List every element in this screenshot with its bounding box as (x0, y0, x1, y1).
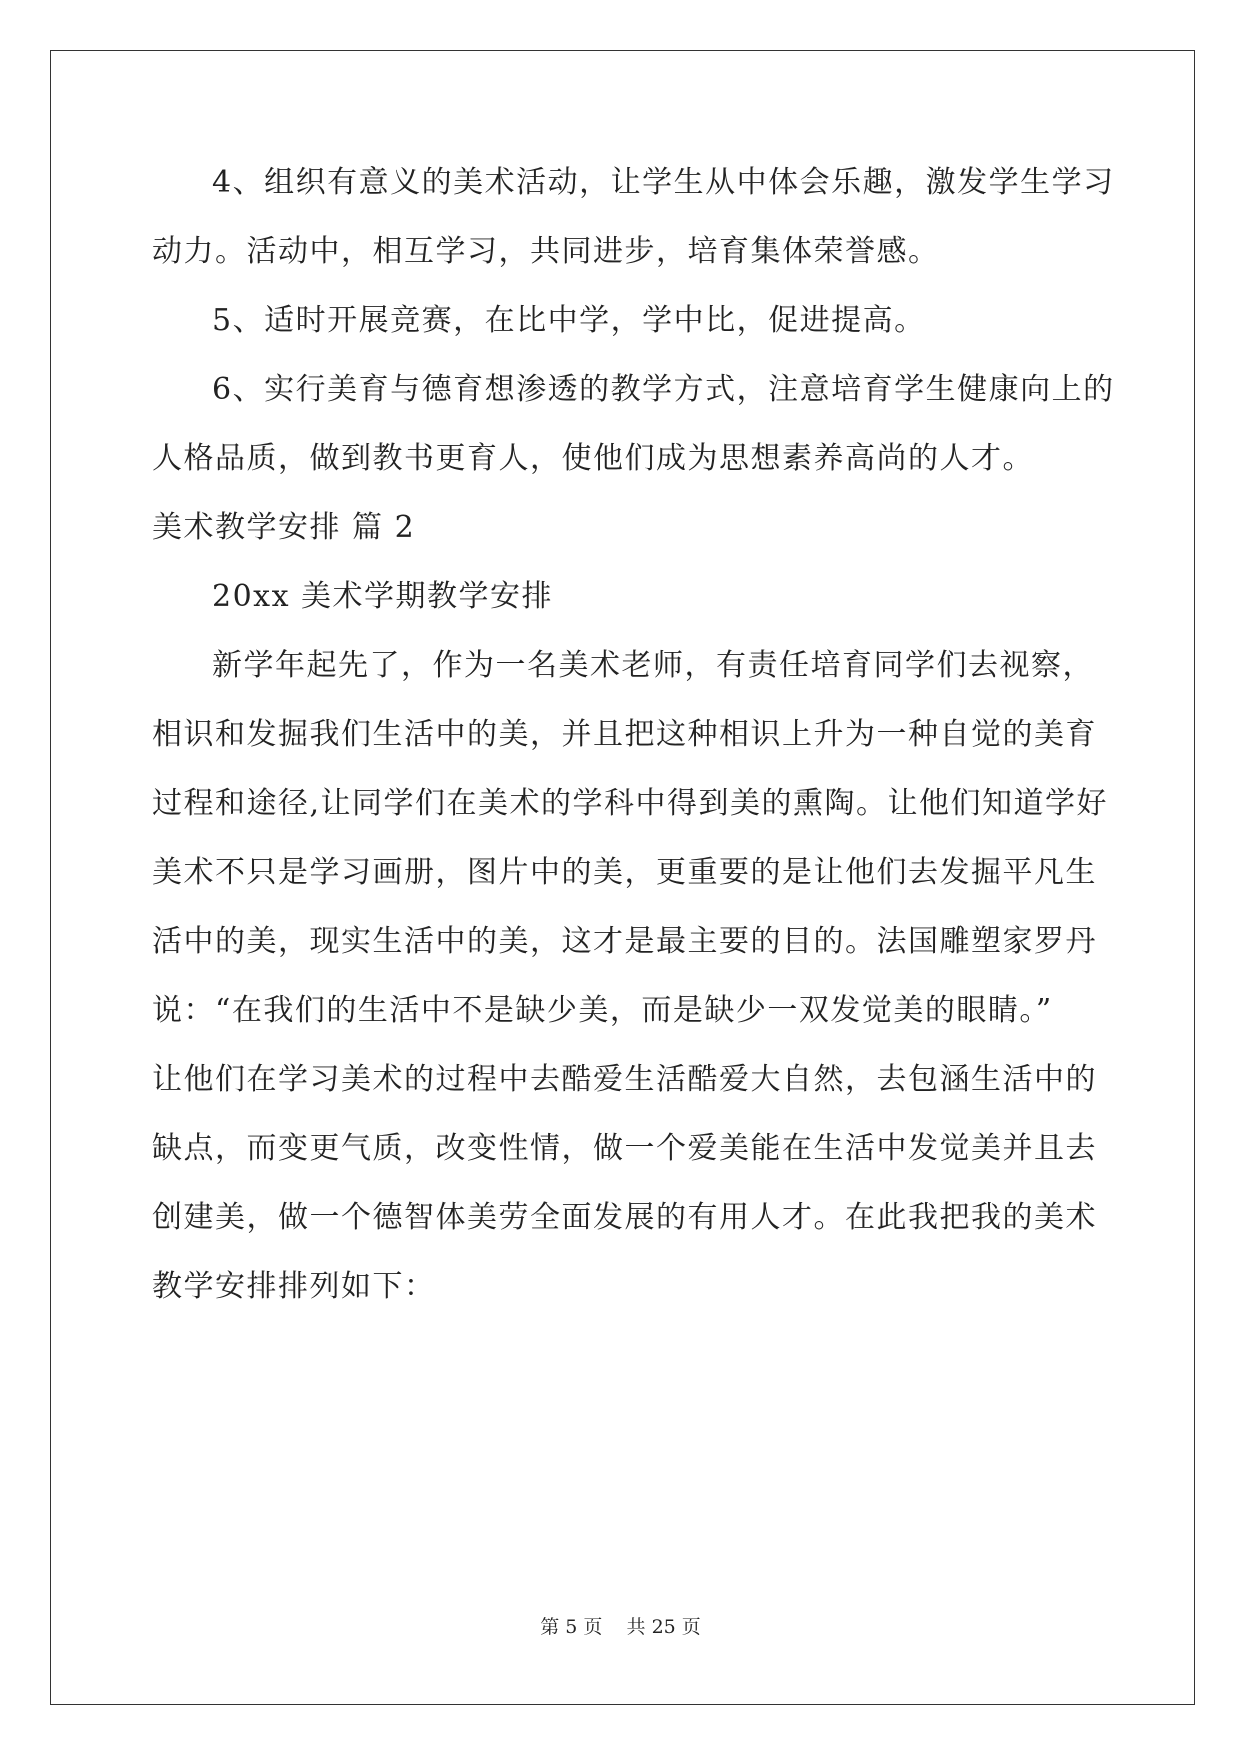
text-line: 人格品质，做到教书更育人，使他们成为思想素养高尚的人才。 (152, 441, 1034, 476)
text-line: 缺点，而变更气质，改变性情，做一个爱美能在生活中发觉美并且去 (152, 1131, 1097, 1166)
page-footer: 第 5 页 共 25 页 (540, 1616, 701, 1638)
text-line: 动力。活动中，相互学习，共同进步，培育集体荣誉感。 (152, 234, 940, 269)
text-line: 4、组织有意义的美术活动，让学生从中体会乐趣，激发学生学习 (212, 165, 1115, 200)
text-line: 教学安排排列如下： (152, 1269, 436, 1304)
section-subtitle: 20xx 美术学期教学安排 (212, 579, 554, 614)
text-line: 让他们在学习美术的过程中去酷爱生活酷爱大自然，去包涵生活中的 (152, 1062, 1097, 1097)
text-line: 相识和发掘我们生活中的美，并且把这种相识上升为一种自觉的美育 (152, 717, 1097, 752)
text-line: 说：“在我们的生活中不是缺少美，而是缺少一双发觉美的眼睛。” (152, 993, 1053, 1028)
text-line: 新学年起先了，作为一名美术老师，有责任培育同学们去视察， (212, 648, 1094, 683)
text-line: 活中的美，现实生活中的美，这才是最主要的目的。法国雕塑家罗丹 (152, 924, 1097, 959)
text-line: 6、实行美育与德育想渗透的教学方式，注意培育学生健康向上的 (212, 372, 1115, 407)
text-line: 过程和途径,让同学们在美术的学科中得到美的熏陶。让他们知道学好 (152, 786, 1109, 821)
text-line: 美术不只是学习画册，图片中的美，更重要的是让他们去发掘平凡生 (152, 855, 1097, 890)
section-heading: 美术教学安排 篇 2 (152, 510, 416, 545)
text-line: 创建美，做一个德智体美劳全面发展的有用人才。在此我把我的美术 (152, 1200, 1097, 1235)
text-line: 5、适时开展竞赛，在比中学，学中比，促进提高。 (212, 303, 926, 338)
